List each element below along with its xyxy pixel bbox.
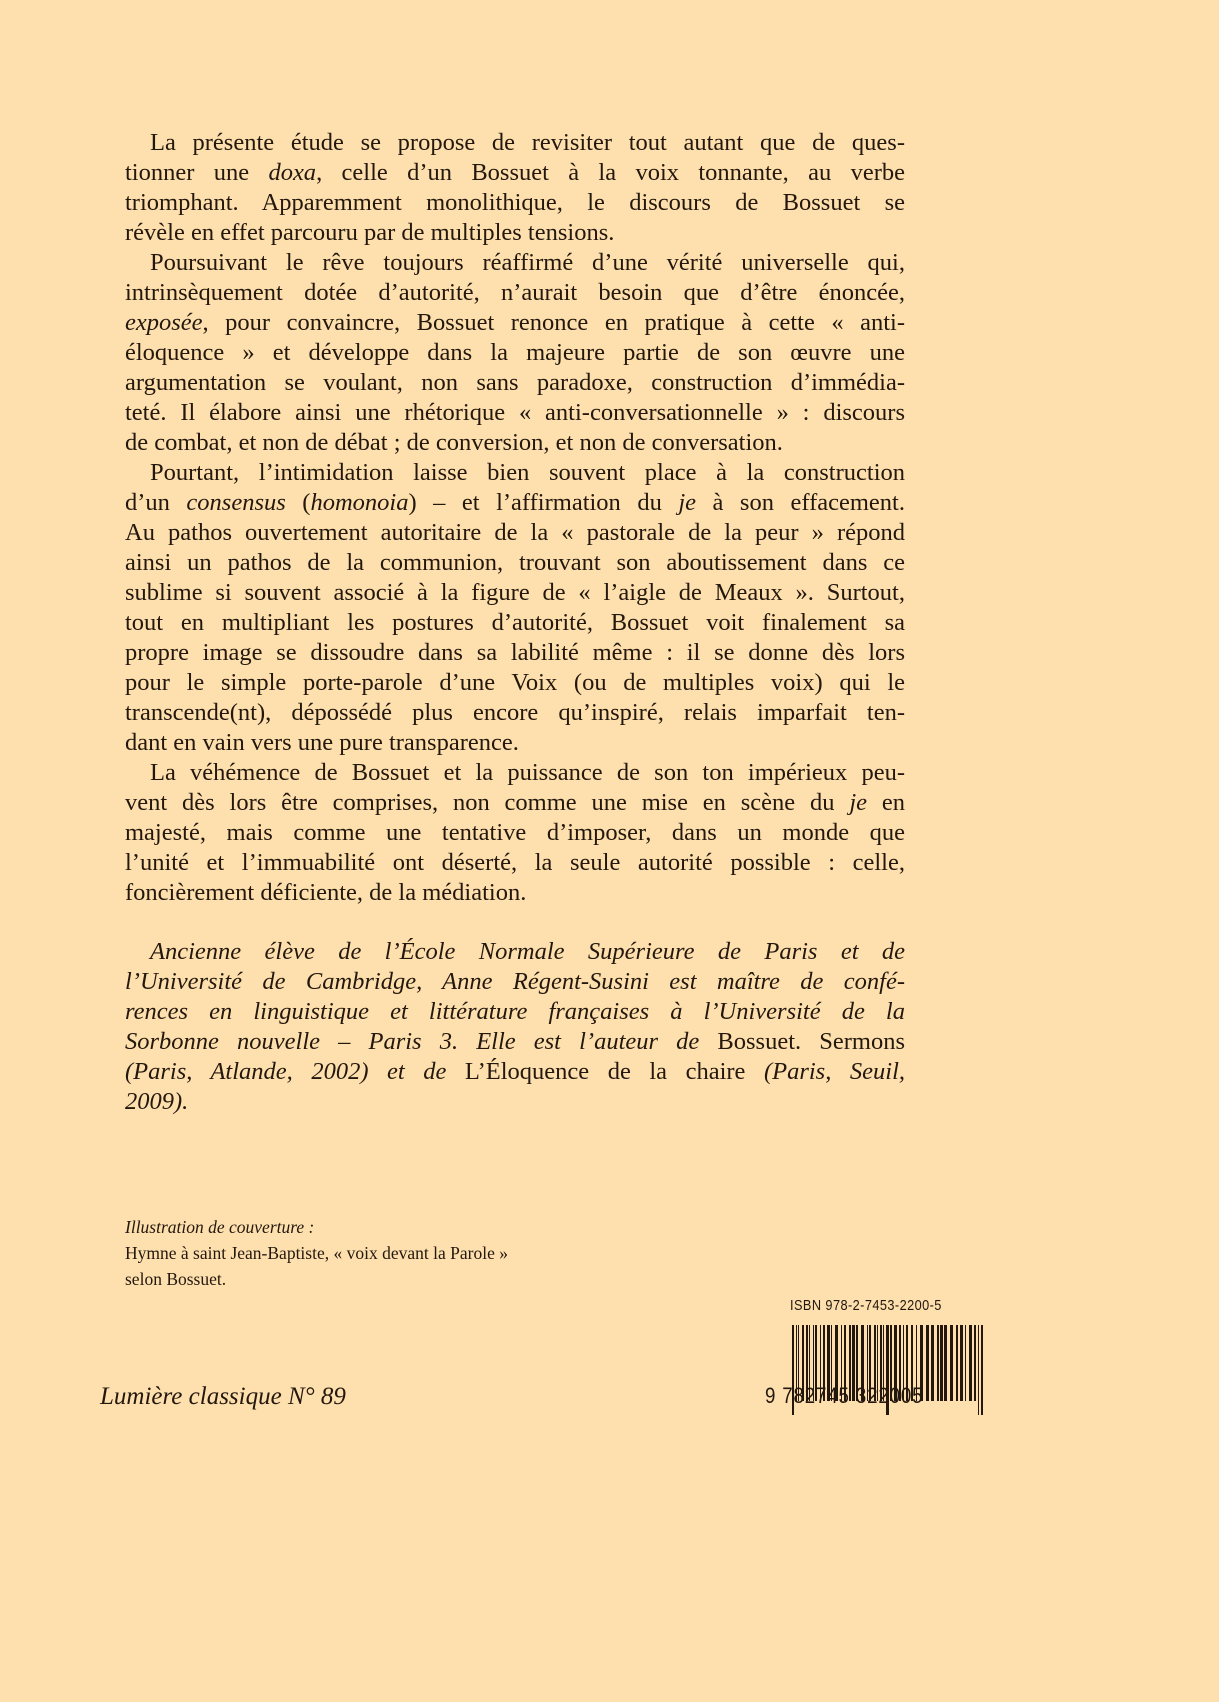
text-line [125,1087,905,1117]
barcode-bar [940,1325,943,1401]
text-line [125,278,905,308]
barcode-bar [965,1325,966,1401]
text-segment: vent dès lors être comprises, non comme une mise en scène du [125,789,850,816]
text-segment: (Paris, Atlande, 2002) et de [125,1058,465,1085]
text-line [125,308,905,338]
text-line [125,668,905,698]
text-segment: éloquence » et développe dans la majeure partie de son œuvre une [125,339,905,366]
text-segment: doxa [268,159,317,186]
text-line [125,638,905,668]
text-segment: de combat, et non de débat ; de conversion, et non de conversation. [125,429,783,456]
text-segment: 2009). [125,1088,189,1115]
text-segment: , celle d’un Bossuet à la voix tonnante, au verbe [316,159,905,186]
text-segment: en [867,789,906,816]
text-segment: La présente étude se propose de revisiter tout autant que de ques- [150,129,905,156]
text-line [125,848,905,878]
text-line [125,338,905,368]
text-line [125,188,905,218]
text-line [125,578,905,608]
text-segment: ainsi un pathos de la communion, trouvant son aboutissement dans ce [125,549,905,576]
text-segment: à son effacement. [696,489,905,516]
text-segment: teté. Il élabore ainsi une rhétorique « anti-conversationnelle » : discours [125,399,905,426]
text-segment: consensus [186,489,286,516]
text-line [125,398,905,428]
text-segment: rences en linguistique et littérature françaises à l’Université de la [125,998,905,1025]
text-line [125,967,905,997]
text-segment: tout en multipliant les postures d’autorité, Bossuet voit finalement sa [125,609,905,636]
text-line [125,1027,905,1057]
text-segment: d’un [125,489,187,516]
text-line [125,1057,905,1087]
text-segment: Pourtant, l’intimidation laisse bien souvent place à la construction [150,459,905,486]
text-segment: révèle en effet parcouru par de multiples tensions. [125,219,615,246]
text-line [125,997,905,1027]
credit-line: selon Bossuet. [125,1269,227,1289]
text-segment: majesté, mais comme une tentative d’imposer, dans un monde que [125,819,905,846]
text-segment: Poursuivant le rêve toujours réaffirmé d’une vérité universelle qui, [150,249,905,276]
barcode-bar [926,1325,929,1401]
text-line [125,158,905,188]
text-line [125,788,905,818]
cover-illustration-credit [125,1214,508,1292]
text-line [125,518,905,548]
text-line [125,368,905,398]
barcode-bar [974,1325,976,1401]
text-line [125,758,905,788]
text-segment: (Paris, Seuil, [745,1058,905,1085]
barcode-bar [969,1325,972,1401]
paragraph [125,758,905,908]
text-segment: je [678,489,697,516]
text-segment: pour le simple porte-parole d’une Voix (ou de multiples voix) qui le [125,669,905,696]
blurb-text [125,128,905,908]
text-line [125,428,905,458]
text-segment: Ancienne élève de l’École Normale Supérieure de Paris et de [150,938,905,965]
text-line [125,248,905,278]
text-segment: Bossuet. Sermons [717,1028,905,1055]
text-segment: propre image se dissoudre dans sa labilité même : il se donne dès lors [125,639,905,666]
text-line [125,548,905,578]
barcode-bar [956,1325,958,1401]
barcode-bar [981,1325,983,1415]
barcode-bar [950,1325,953,1401]
text-segment: l’unité et l’immuabilité ont déserté, la seule autorité possible : celle, [125,849,905,876]
text-line [125,218,905,248]
text-segment: sublime si souvent associé à la figure de « l’aigle de Meaux ». Surtout, [125,579,905,606]
text-segment: dant en vain vers une pure transparence. [125,729,519,756]
barcode-bar [931,1325,934,1401]
author-bio [125,937,905,1117]
text-segment: exposée [125,309,203,336]
barcode-bar [944,1325,947,1401]
text-segment: foncièrement déficiente, de la médiation. [125,879,527,906]
text-line [125,818,905,848]
text-segment: ) – et l’affirmation du [408,489,679,516]
text-segment: transcende(nt), dépossédé plus encore qu’inspiré, relais imparfait ten- [125,699,905,726]
text-segment: argumentation se voulant, non sans paradoxe, construction d’immédia- [125,369,905,396]
isbn-label: ISBN 978-2-7453-2200-5 [790,1297,942,1314]
barcode-bar [937,1325,939,1401]
text-segment: ( [285,489,311,516]
text-segment: intrinsèquement dotée d’autorité, n’aurait besoin que d’être énoncée, [125,279,905,306]
text-line [125,458,905,488]
text-line [125,878,905,908]
barcode-digits: 9 782745 322005 [765,1383,924,1408]
text-line [125,488,905,518]
text-line [125,728,905,758]
text-segment: l’Université de Cambridge, Anne Régent-Susini est maître de confé- [125,968,905,995]
text-segment: homonoia [310,489,409,516]
text-line [125,698,905,728]
text-segment: L’Éloquence de la chaire [464,1058,746,1085]
text-segment: , pour convaincre, Bossuet renonce en pratique à cette « anti- [202,309,905,336]
paragraph [125,128,905,248]
text-segment: tionner une [125,159,269,186]
text-line [125,608,905,638]
credit-line: Hymne à saint Jean-Baptiste, « voix devant la Parole » [125,1243,508,1263]
text-line [125,128,905,158]
credit-label: Illustration de couverture : [125,1217,315,1237]
paragraph [125,458,905,758]
text-segment: La véhémence de Bossuet et la puissance de son ton impérieux peu- [150,759,905,786]
series-title: Lumière classique N° 89 [100,1383,346,1410]
barcode-bar [978,1325,979,1415]
text-line [125,937,905,967]
text-segment: Sorbonne nouvelle – Paris 3. Elle est l’auteur de [125,1028,718,1055]
text-segment: Au pathos ouvertement autoritaire de la « pastorale de la peur » répond [125,519,905,546]
barcode-bar [960,1325,963,1401]
text-segment: triomphant. Apparemment monolithique, le discours de Bossuet se [125,189,905,216]
paragraph [125,248,905,458]
text-segment: je [849,789,868,816]
